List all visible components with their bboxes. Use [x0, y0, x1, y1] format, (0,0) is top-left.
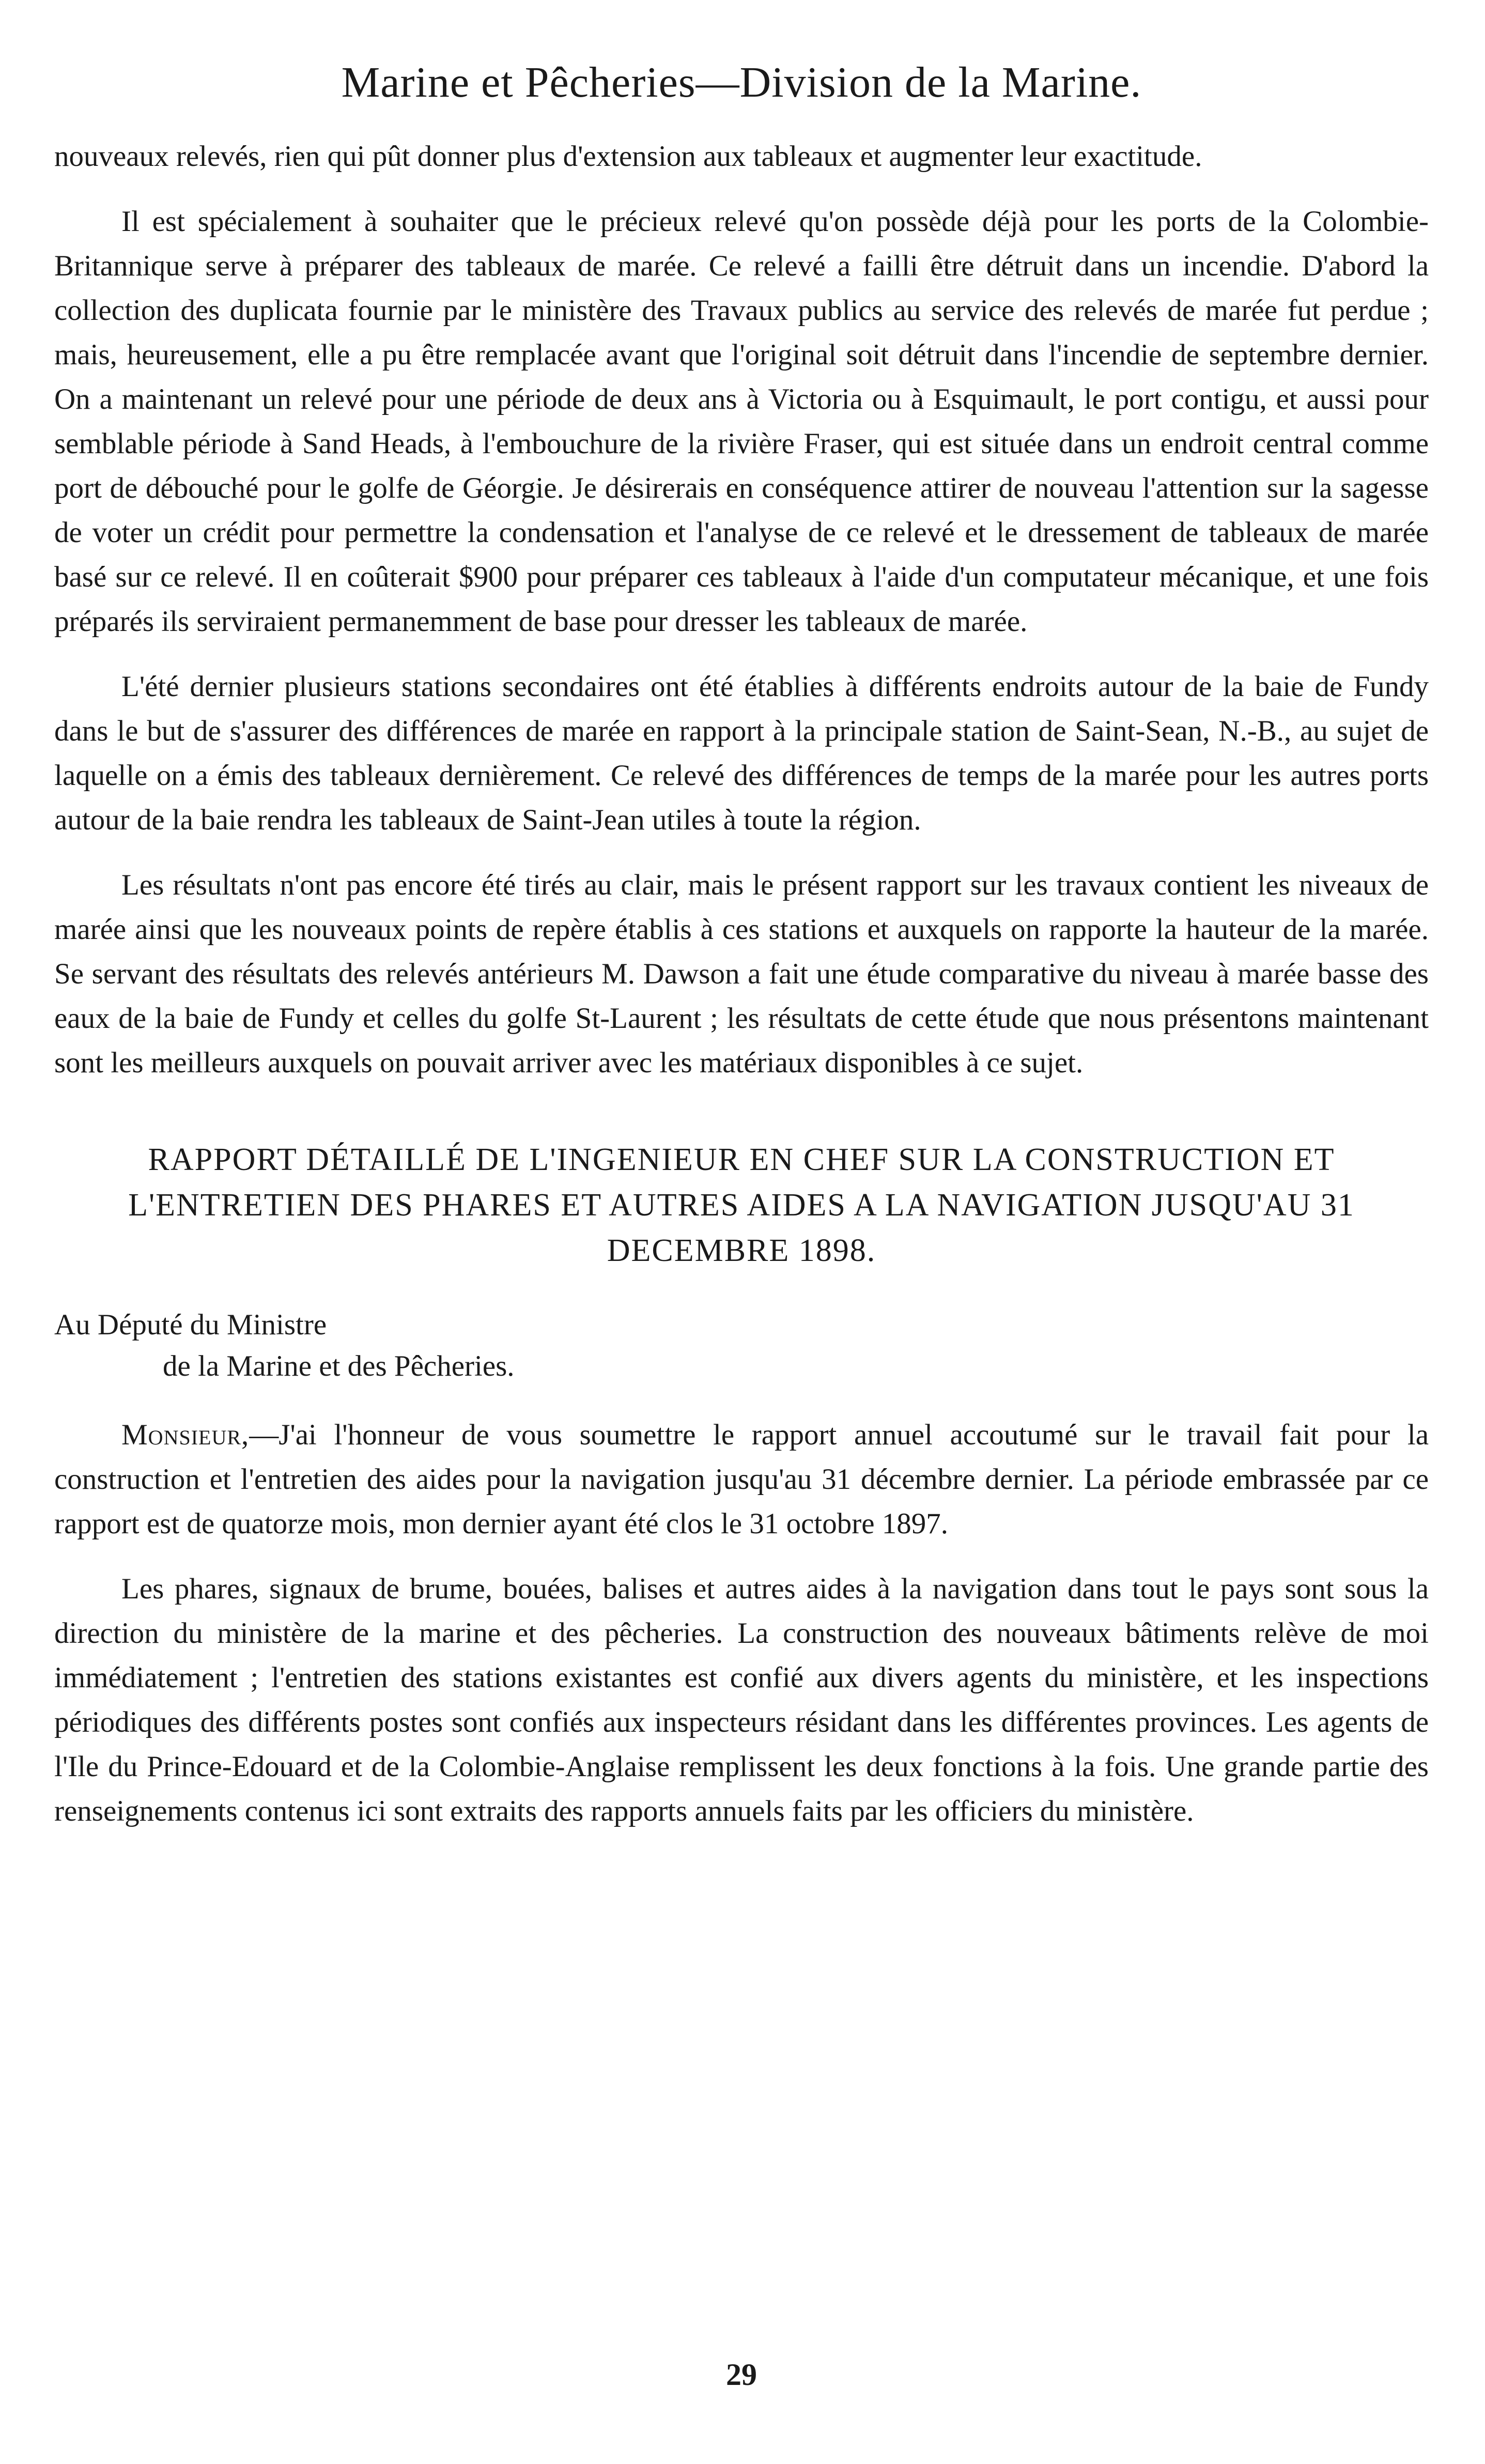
address-line-2: de la Marine et des Pêcheries. [163, 1350, 515, 1382]
salutation: Monsieur, [121, 1419, 250, 1451]
paragraph-resultats: Les résultats n'ont pas encore été tirés au clair, mais le présent rapport sur les travaux contient les niveaux de marée ainsi que les nouveaux points de repère établis à ces stations et auxquels on rapporte la hauteur de la marée. Se servant des résultats des relevés antérieurs M. Dawson a fait une étude comparative du niveau à marée basse des eaux de la baie de Fundy et celles du golfe St-Laurent ; les résultats de cette étude que nous présentons maintenant sont les meilleurs auxquels on pouvait arriver avec les matériaux disponibles à ce sujet. [54, 869, 1429, 1079]
document-page [54, 52, 1429, 2439]
section-title: RAPPORT DÉTAILLÉ DE L'INGENIEUR EN CHEF SUR LA CONSTRUCTION ET L'ENTRETIEN DES PHARES ET AUTRES AIDES A LA NAVIGATION JUSQU'AU 31 DECEMBRE 1898. [128, 1142, 1355, 1268]
address-line-1: Au Député du Ministre [54, 1308, 327, 1341]
paragraph-colombie-britannique: Il est spécialement à souhaiter que le précieux relevé qu'on possède déjà pour les ports de la Colombie-Britannique serve à préparer des tableaux de marée. Ce relevé a failli être détruit dans un incendie. D'abord la collection des duplicata fournie par le ministère des Travaux publics au service des relevés de marée fut perdue ; mais, heureusement, elle a pu être remplacée avant que l'original soit détruit dans l'incendie de septembre dernier. On a maintenant un relevé pour une période de deux ans à Victoria ou à Esquimault, le port contigu, et aussi pour semblable période à Sand Heads, à l'embouchure de la rivière Fraser, qui est située dans un endroit central comme port de débouché pour le golfe de Géorgie. Je désirerais en conséquence attirer de nouveau l'attention sur la sagesse de voter un crédit pour permettre la condensation et l'analyse de ce relevé et le dressement de tableaux de marée basé sur ce relevé. Il en coûterait $900 pour préparer ces tableaux à l'aide d'un computateur mécanique, et une fois préparés ils serviraient permanemment de base pour dresser les tableaux de marée. [54, 205, 1429, 638]
running-title: Marine et Pêcheries—Division de la Marine. [341, 58, 1142, 106]
page-number: 29 [726, 2358, 757, 2392]
address-block [54, 1304, 1429, 1387]
letter-opening-text: —J'ai l'honneur de vous soumettre le rapport annuel accoutumé sur le travail fait pour la construction et l'entretien des aides pour la navigation jusqu'au 31 décembre dernier. La période embrassée par ce rapport est de quatorze mois, mon dernier ayant été clos le 31 octobre 1897. [54, 1419, 1429, 1540]
letter-body-paragraph: Les phares, signaux de brume, bouées, balises et autres aides à la navigation dans tout le pays sont sous la direction du ministère de la marine et des pêcheries. La construction des nouveaux bâtiments relève de moi immédiatement ; l'entretien des stations existantes est confié aux divers agents du ministère, et les inspections périodiques des différents postes sont confiés aux inspecteurs résidant dans les différentes provinces. Les agents de l'Ile du Prince-Edouard et de la Colombie-Anglaise remplissent les deux fonctions à la fois. Une grande partie des renseignements contenus ici sont extraits des rapports annuels faits par les officiers du ministère. [54, 1573, 1429, 1827]
paragraph-continuation: nouveaux relevés, rien qui pût donner plus d'extension aux tableaux et augmenter leur exactitude. [54, 140, 1202, 173]
letter-opening-paragraph [54, 1413, 1429, 1546]
paragraph-baie-de-fundy: L'été dernier plusieurs stations secondaires ont été établies à différents endroits autour de la baie de Fundy dans le but de s'assurer des différences de marée en rapport à la principale station de Saint-Sean, N.-B., au sujet de laquelle on a émis des tableaux dernièrement. Ce relevé des différences de temps de la marée pour les autres ports autour de la baie rendra les tableaux de Saint-Jean utiles à toute la région. [54, 670, 1429, 836]
